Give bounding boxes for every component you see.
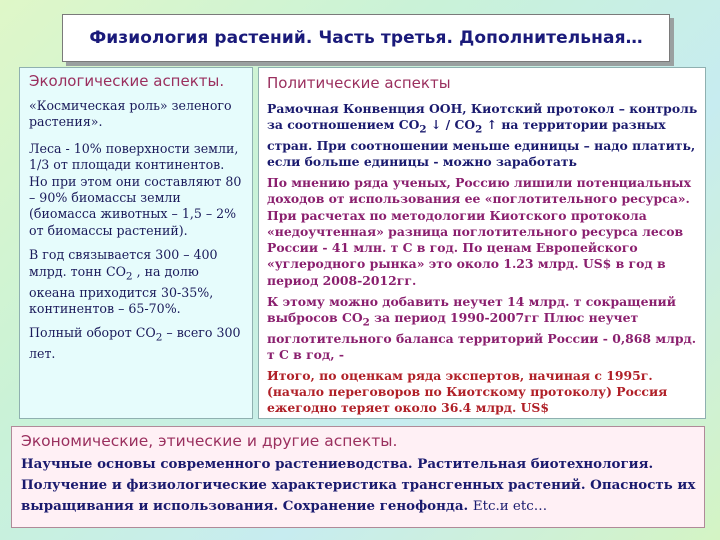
pol-p1-subscript-1: 2 [419, 123, 427, 136]
ecological-heading: Экологические аспекты. [29, 72, 225, 90]
economic-heading: Экономические, этические и другие аспекты. [21, 432, 398, 450]
political-aspects-panel [258, 67, 706, 419]
eco-p3-text-b: , на долю океана приходится 30-35%, континентов – 65-70%. [29, 263, 214, 316]
pol-p1-subscript-2: 2 [475, 123, 483, 136]
economic-etc: Etc.и etc… [472, 499, 548, 514]
political-paragraph-1 [267, 101, 699, 170]
eco-p4-subscript: 2 [155, 331, 163, 344]
ecological-paragraph-4 [29, 325, 246, 362]
economic-text: Научные основы современного растениеводства. Растительная биотехнология. Получение и физиологические характеристика трансгенных растений. Опасность их выращивания и использования. Сохранение генофонда. [21, 456, 696, 514]
political-paragraph-4: Итого, по оценкам ряда экспертов, начиная с 1995г. (начало переговоров по Киотскому протоколу) Россия ежегодно теряет около 36.4 млрд. US$ [267, 367, 668, 416]
title-box [62, 14, 670, 62]
pol-p3-text-a: К этому можно добавить неучет 14 млрд. т сокращений выбросов CO [267, 293, 676, 325]
pol-p3-text-b: за период 1990-2007гг Плюс неучет поглотительного баланса территорий России - 0,868 млрд. т С в год, - [267, 309, 697, 362]
economic-aspects-panel [11, 426, 705, 528]
political-heading: Политические аспекты [267, 74, 451, 92]
ecological-aspects-panel [19, 67, 253, 419]
pol-p1-text-b: ↓ / CO [426, 117, 476, 133]
political-paragraph-3 [267, 294, 699, 363]
pol-p1-text-a: Рамочная Конвенция ООН, Киотский протокол – контроль за соотношением CO [267, 101, 698, 133]
eco-p3-text-a: В год связывается 300 – 400 млрд. тонн CO [29, 247, 218, 279]
slide-title: Физиология растений. Часть третья. Дополнительная… [89, 28, 643, 48]
eco-p3-subscript: 2 [125, 270, 133, 283]
ecological-paragraph-2: Леса - 10% поверхности земли, 1/3 от площади континентов. Но при этом они составляют 80 – 90% биомассы земли (биомасса животных – 1,5 – 2% от биомассы растений). [29, 140, 242, 238]
eco-p4-text-a: Полный оборот CO [29, 325, 156, 341]
pol-p1-text-c: ↑ на территории разных стран. При соотношении меньше единицы – надо платить, если больше единицы - можно заработать [267, 117, 696, 170]
political-paragraph-2: По мнению ряда ученых, Россию лишили потенциальных доходов от использования ее «поглотительного ресурса». При расчетах по методологии Киотского протокола «недоучтенная» разница поглотительного ресурса лесов России - 41 млн. т С в год. По ценам Европейского «углеродного рынка» это около 1.23 млрд. US$ в год в период 2008-2012гг. [267, 175, 691, 288]
ecological-paragraph-3 [29, 247, 246, 317]
pol-p3-subscript: 2 [362, 316, 370, 329]
eco-p4-text-b: – всего 300 лет. [29, 325, 241, 362]
ecological-paragraph-1: «Космическая роль» зеленого растения». [29, 98, 232, 130]
economic-paragraph [21, 454, 698, 517]
